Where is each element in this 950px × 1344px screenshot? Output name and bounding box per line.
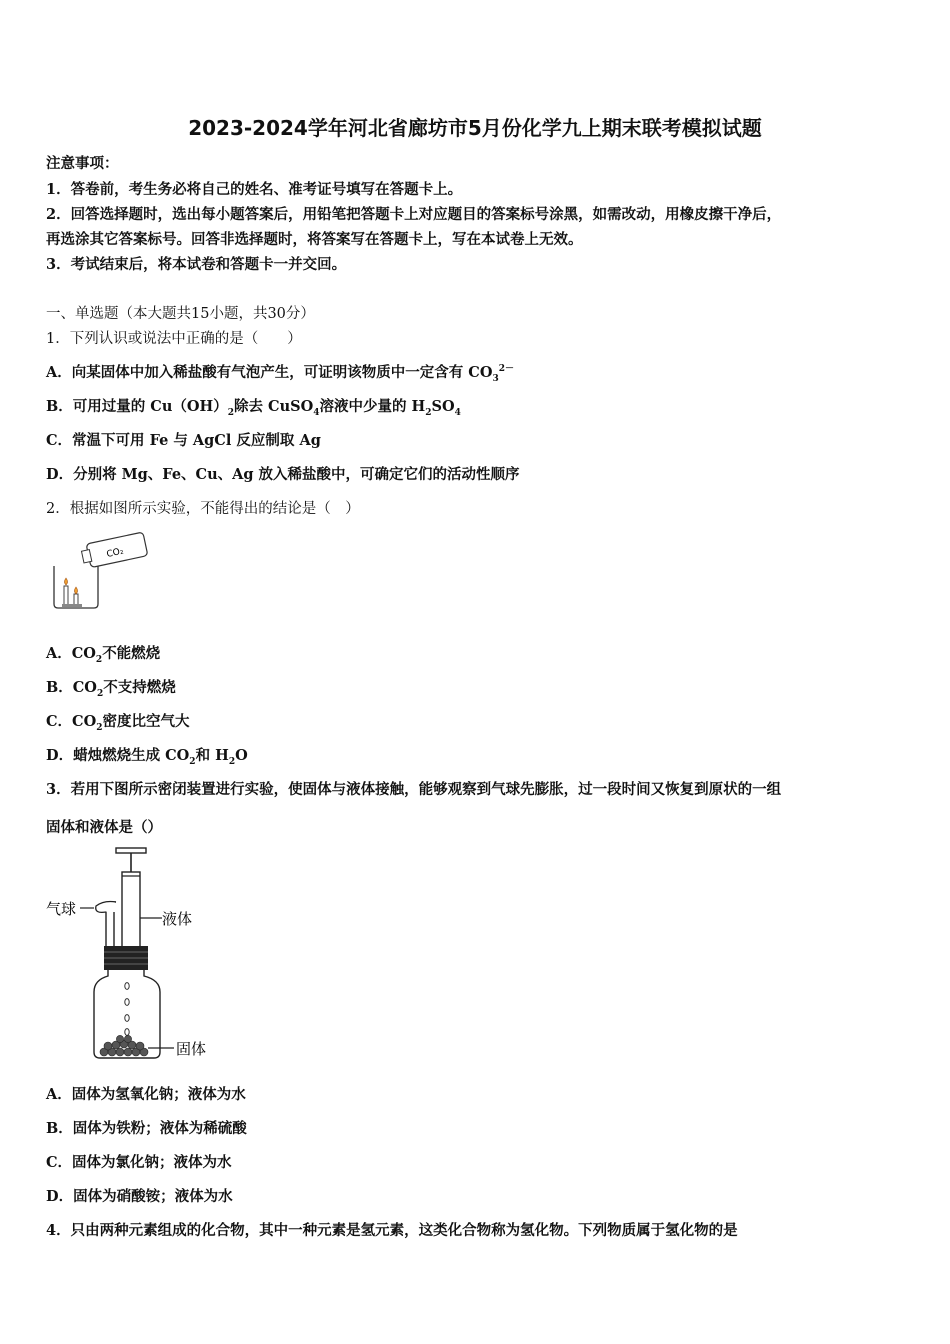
q1-option-b [46,395,461,418]
q2-d-mid: 和 H [195,747,229,764]
drop-icon [125,999,129,1006]
q2-stem: 2．根据如图所示实验，不能得出的结论是（ ） [46,501,360,517]
q3-stem-line2: 固体和液体是（） [46,819,162,836]
notice-item-2-cont: 再选涂其它答案标号。回答非选择题时，将答案写在答题卡上，写在本试卷上无效。 [46,231,583,248]
q2-b-text: B．CO [46,679,97,696]
q2-d-sub2: 2 [228,756,236,767]
drop-icon [125,1029,129,1036]
q1-a-sub: 3 [492,373,499,384]
flame-icon [75,587,78,594]
q2-d-post: O [235,747,248,764]
q1-b-sub2: 4 [313,407,320,418]
flame-icon [65,578,68,585]
plunger-handle [116,848,146,853]
q2-a-post: 不能燃烧 [102,645,161,662]
notice-item-1: 1．答卷前，考生务必将自己的姓名、准考证号填写在答题卡上。 [46,181,463,198]
q2-a-sub: 2 [95,654,103,665]
q2-c-post: 密度比空气大 [102,713,190,730]
notice-item-3: 3．考试结束后，将本试卷和答题卡一并交回。 [46,256,347,273]
q2-option-d [46,744,248,767]
q1-b-sub3: 2 [425,407,432,418]
q3-option-d: D．固体为硝酸铵；液体为水 [46,1188,233,1205]
candle-tall-icon [64,586,68,606]
q2-c-text: C．CO [46,713,97,730]
notice-heading: 注意事项： [46,155,119,172]
label-liquid: 液体 [162,910,193,928]
q1-b-sub1: 2 [227,407,234,418]
q1-b-text: B．可用过量的 Cu（OH） [46,398,228,415]
drop-icon [125,1015,129,1022]
q2-experiment-figure [46,528,156,610]
q1-b-mid: 除去 CuSO [233,398,314,415]
q2-option-c [46,710,189,733]
q1-b-mid2: 溶液中少量的 H [319,398,426,415]
solid-pile-icon [100,1035,148,1056]
section-heading: 一、单选题（本大题共15小题，共30分） [46,306,315,322]
q2-a-text: A．CO [46,645,96,662]
balloon-icon [96,902,116,913]
q4-stem: 4．只由两种元素组成的化合物，其中一种元素是氢元素，这类化合物称为氢化物。下列物质属于氢化物的是 [46,1222,738,1239]
q1-b-sub4: 4 [454,407,461,418]
q3-stem-line1: 3．若用下图所示密闭装置进行实验，使固体与液体接触，能够观察到气球先膨胀，过一段时间又恢复到原状的一组 [46,781,782,798]
label-solid: 固体 [176,1040,207,1058]
q2-option-a [46,642,160,665]
label-balloon: 气球 [46,900,77,918]
page-title: 2023-2024学年河北省廊坊市5月份化学九上期末联考模拟试题 [188,116,762,140]
q1-option-d: D．分别将 Mg、Fe、Cu、Ag 放入稀盐酸中，可确定它们的活动性顺序 [46,466,520,483]
q3-apparatus-figure [44,846,224,1062]
q3-option-b: B．固体为铁粉；液体为稀硫酸 [46,1120,247,1137]
q1-a-sup: 2－ [498,364,514,375]
q2-b-sub: 2 [96,688,104,699]
q3-option-c: C．固体为氯化钠；液体为水 [46,1154,232,1171]
bottle-label: CO₂ [105,546,125,560]
q2-b-post: 不支持燃烧 [103,679,176,696]
notice-item-2: 2．回答选择题时，选出每小题答案后，用铅笔把答题卡上对应题目的答案标号涂黑，如需改动，用橡皮擦干净后， [46,206,782,223]
candle-stand [62,604,82,607]
q2-option-b [46,676,176,699]
q2-d-sub: 2 [189,756,196,767]
q1-a-text: A．向某固体中加入稀盐酸有气泡产生，可证明该物质中一定含有 CO [46,364,493,381]
q3-option-a: A．固体为氢氧化钠；液体为水 [46,1086,246,1103]
q1-b-mid3: SO [431,398,455,415]
q1-stem: 1．下列认识或说法中正确的是（ ） [46,331,302,347]
q1-option-c: C．常温下可用 Fe 与 AgCl 反应制取 Ag [46,432,321,449]
q2-c-sub: 2 [96,722,103,733]
q2-d-text: D．蜡烛燃烧生成 CO [46,747,190,764]
drop-icon [125,983,129,990]
q1-option-a [46,361,514,384]
